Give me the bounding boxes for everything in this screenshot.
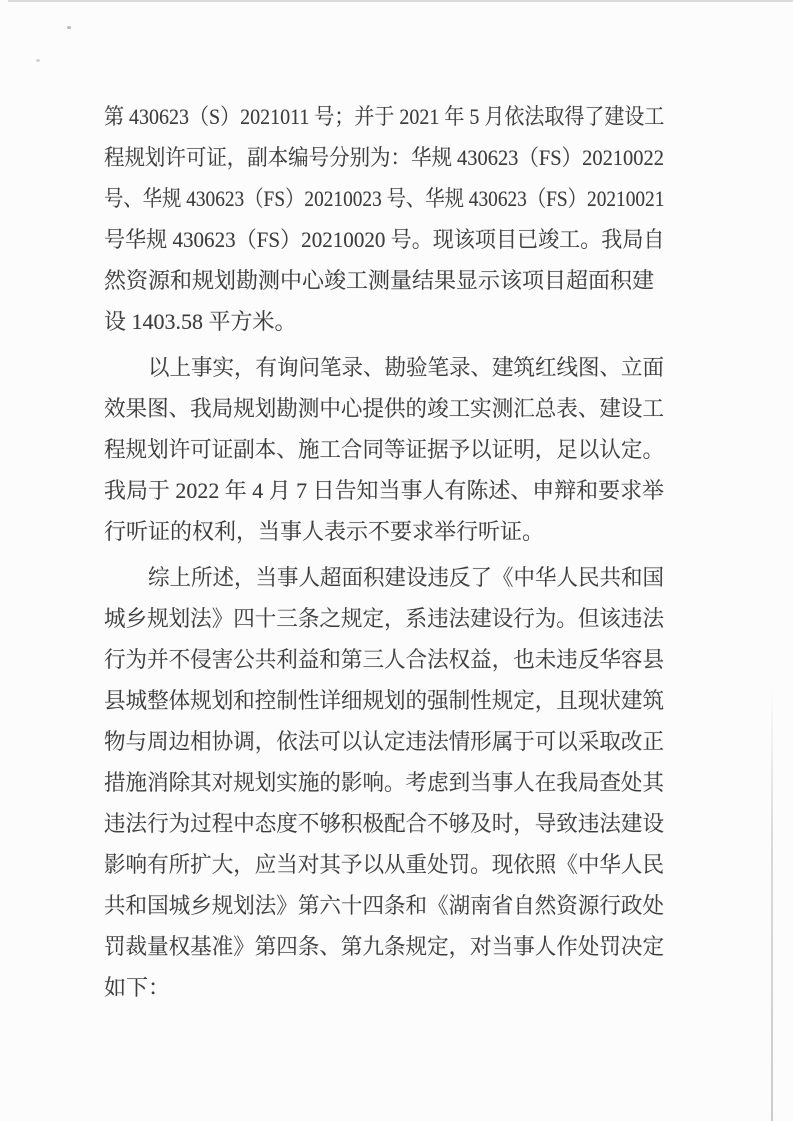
text-line: 城乡规划法》四十三条之规定，系违法建设行为。但该违法 bbox=[104, 606, 665, 631]
text-line: 我局于 2022 年 4 月 7 日告知当事人有陈述、申辩和要求举 bbox=[104, 478, 665, 503]
scan-right-edge-artifact bbox=[771, 685, 773, 1121]
scan-speck bbox=[36, 59, 40, 62]
text-line: 程规划许可证副本、施工合同等证据予以证明，足以认定。 bbox=[104, 437, 665, 462]
text-line: 违法行为过程中态度不够积极配合不够及时，导致违法建设 bbox=[104, 811, 665, 836]
text-line: 如下： bbox=[104, 975, 171, 1000]
text-line: 号华规 430623（FS）20210020 号。现该项目已竣工。我局自 bbox=[104, 227, 665, 252]
text-line: 罚裁量权基准》第四条、第九条规定，对当事人作处罚决定 bbox=[104, 934, 665, 959]
text-line: 综上所述，当事人超面积建设违反了《中华人民共和国 bbox=[147, 565, 665, 590]
text-line: 行听证的权利，当事人表示不要求举行听证。 bbox=[104, 519, 545, 544]
scan-top-edge-artifact bbox=[8, 0, 793, 2]
text-line: 县城整体规划和控制性详细规划的强制性规定，且现状建筑 bbox=[104, 688, 665, 713]
text-line: 行为并不侵害公共利益和第三人合法权益，也未违反华容县 bbox=[104, 647, 665, 672]
paragraph bbox=[104, 557, 664, 1008]
text-line: 措施消除其对规划实施的影响。考虑到当事人在我局查处其 bbox=[104, 770, 665, 795]
text-line: 以上事实，有询问笔录、勘验笔录、建筑红线图、立面 bbox=[147, 355, 665, 380]
text-line: 第 430623（S）2021011 号；并于 2021 年 5 月依法取得了建设工 bbox=[104, 104, 665, 129]
text-line: 效果图、我局规划勘测中心提供的竣工实测汇总表、建设工 bbox=[104, 396, 665, 421]
text-line: 影响有所扩大，应当对其予以从重处罚。现依照《中华人民 bbox=[104, 852, 665, 877]
text-line: 程规划许可证，副本编号分别为：华规 430623（FS）20210022 bbox=[104, 145, 664, 170]
text-line: 然资源和规划勘测中心竣工测量结果显示该项目超面积建 bbox=[104, 268, 655, 293]
scan-speck bbox=[67, 26, 71, 29]
document-body bbox=[104, 96, 664, 1013]
text-line: 共和国城乡规划法》第六十四条和《湖南省自然资源行政处 bbox=[104, 893, 665, 918]
paragraph bbox=[104, 347, 664, 552]
text-line: 号、华规 430623（FS）20210023 号、华规 430623（FS）20210021 bbox=[104, 186, 665, 211]
text-line: 物与周边相协调，依法可以认定违法情形属于可以采取改正 bbox=[104, 729, 665, 754]
text-line: 设 1403.58 平方米。 bbox=[104, 309, 297, 334]
paragraph bbox=[104, 96, 664, 342]
